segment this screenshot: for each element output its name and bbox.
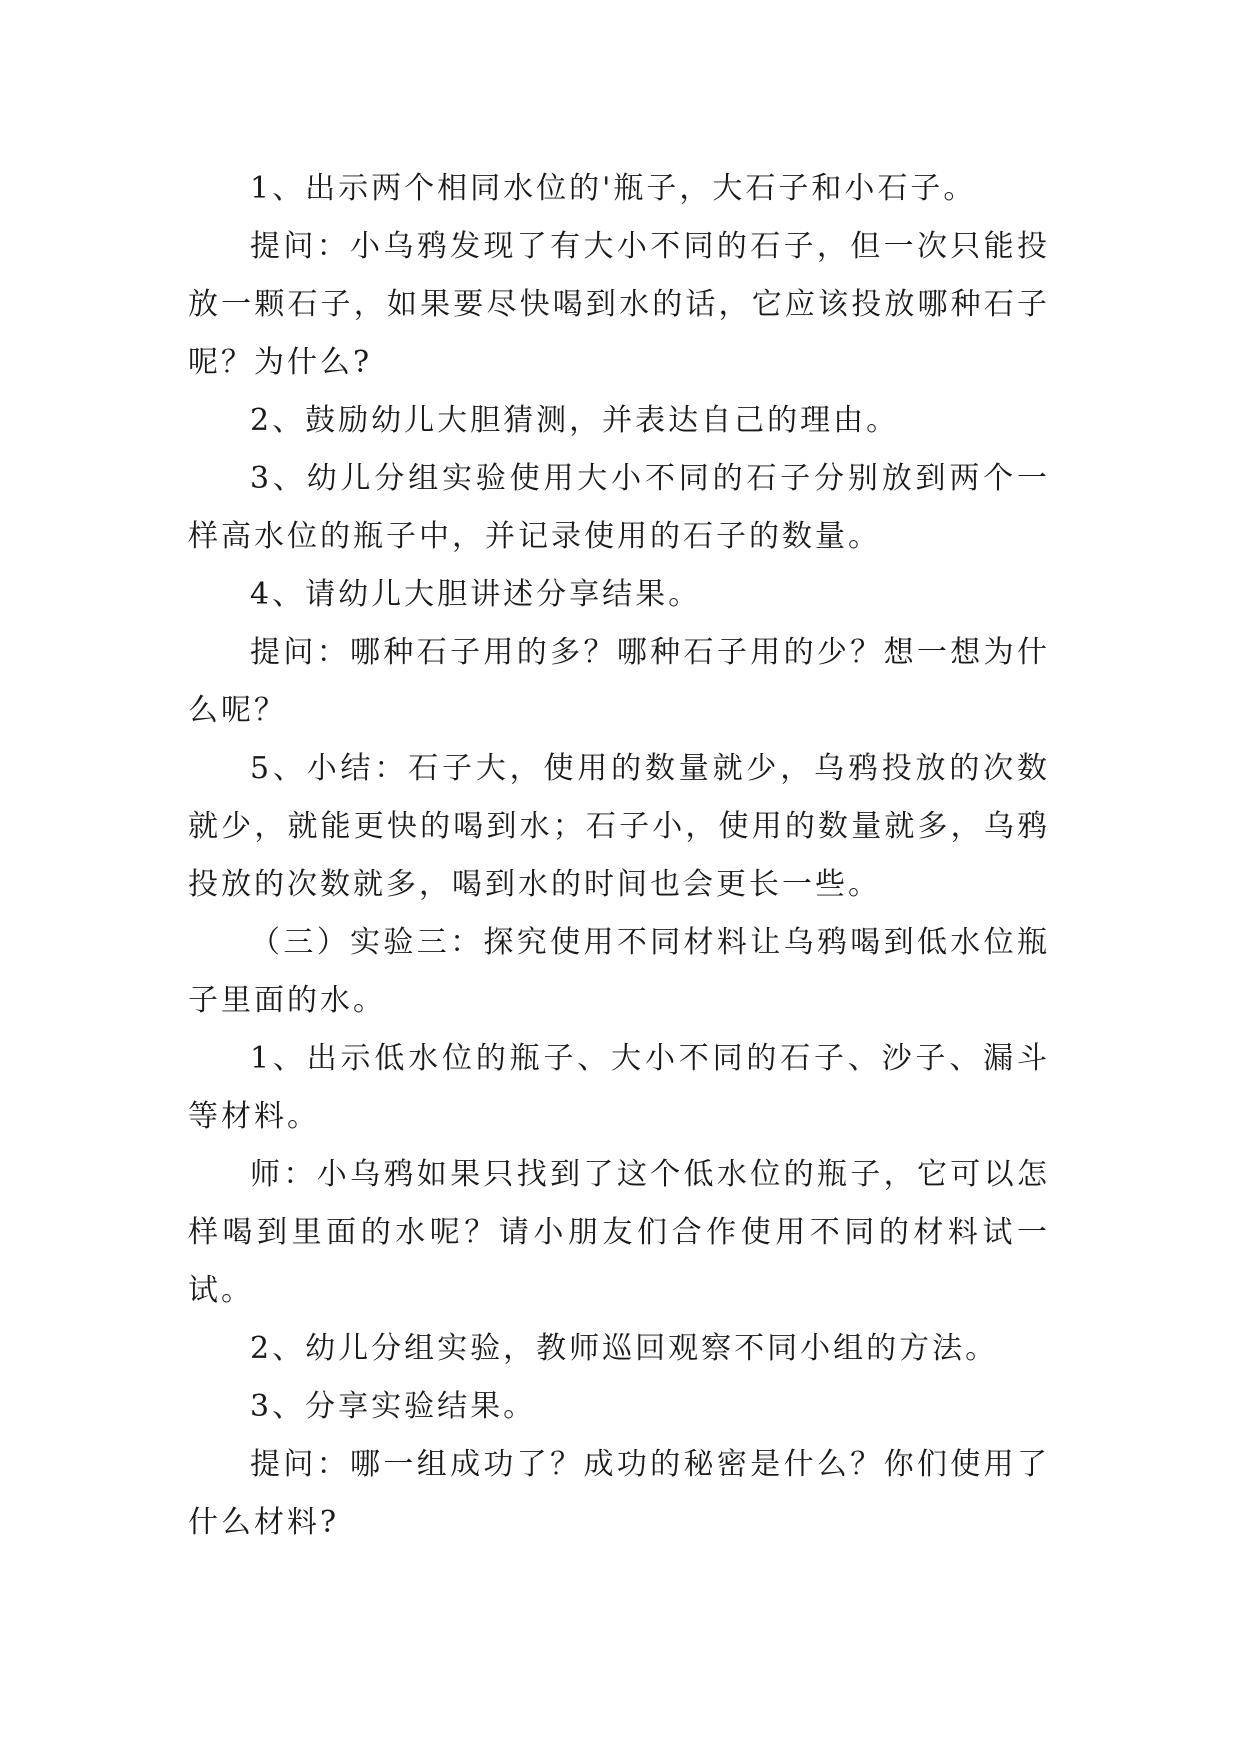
paragraph: 4、请幼儿大胆讲述分享结果。 — [250, 577, 702, 612]
document-body — [188, 160, 1050, 1552]
paragraph: 提问：小乌鸦发现了有大小不同的石子，但一次只能投放一颗石子，如果要尽快喝到水的话，它应该投放哪种石子呢？为什么? — [188, 229, 1050, 380]
paragraph: 1、出示低水位的瓶子、大小不同的石子、沙子、漏斗等材料。 — [188, 1041, 1050, 1134]
paragraph: 1、出示两个相同水位的'瓶子，大石子和小石子。 — [250, 171, 977, 206]
section-heading: （三）实验三：探究使用不同材料让乌鸦喝到低水位瓶子里面的水。 — [188, 925, 1050, 1018]
paragraph: 提问：哪一组成功了？成功的秘密是什么？你们使用了什么材料? — [188, 1447, 1050, 1540]
paragraph: 提问：哪种石子用的多？哪种石子用的少？想一想为什么呢？ — [188, 635, 1050, 728]
paragraph: 2、鼓励幼儿大胆猜测，并表达自己的理由。 — [250, 403, 900, 438]
paragraph: 2、幼儿分组实验，教师巡回观察不同小组的方法。 — [250, 1331, 999, 1366]
paragraph: 师：小乌鸦如果只找到了这个低水位的瓶子，它可以怎样喝到里面的水呢？请小朋友们合作使用不同的材料试一试。 — [188, 1157, 1050, 1308]
paragraph: 5、小结：石子大，使用的数量就少，乌鸦投放的次数就少，就能更快的喝到水；石子小，使用的数量就多，乌鸦投放的次数就多，喝到水的时间也会更长一些。 — [188, 751, 1050, 902]
paragraph: 3、分享实验结果。 — [250, 1389, 537, 1424]
paragraph: 3、幼儿分组实验使用大小不同的石子分别放到两个一样高水位的瓶子中，并记录使用的石子的数量。 — [188, 461, 1050, 554]
